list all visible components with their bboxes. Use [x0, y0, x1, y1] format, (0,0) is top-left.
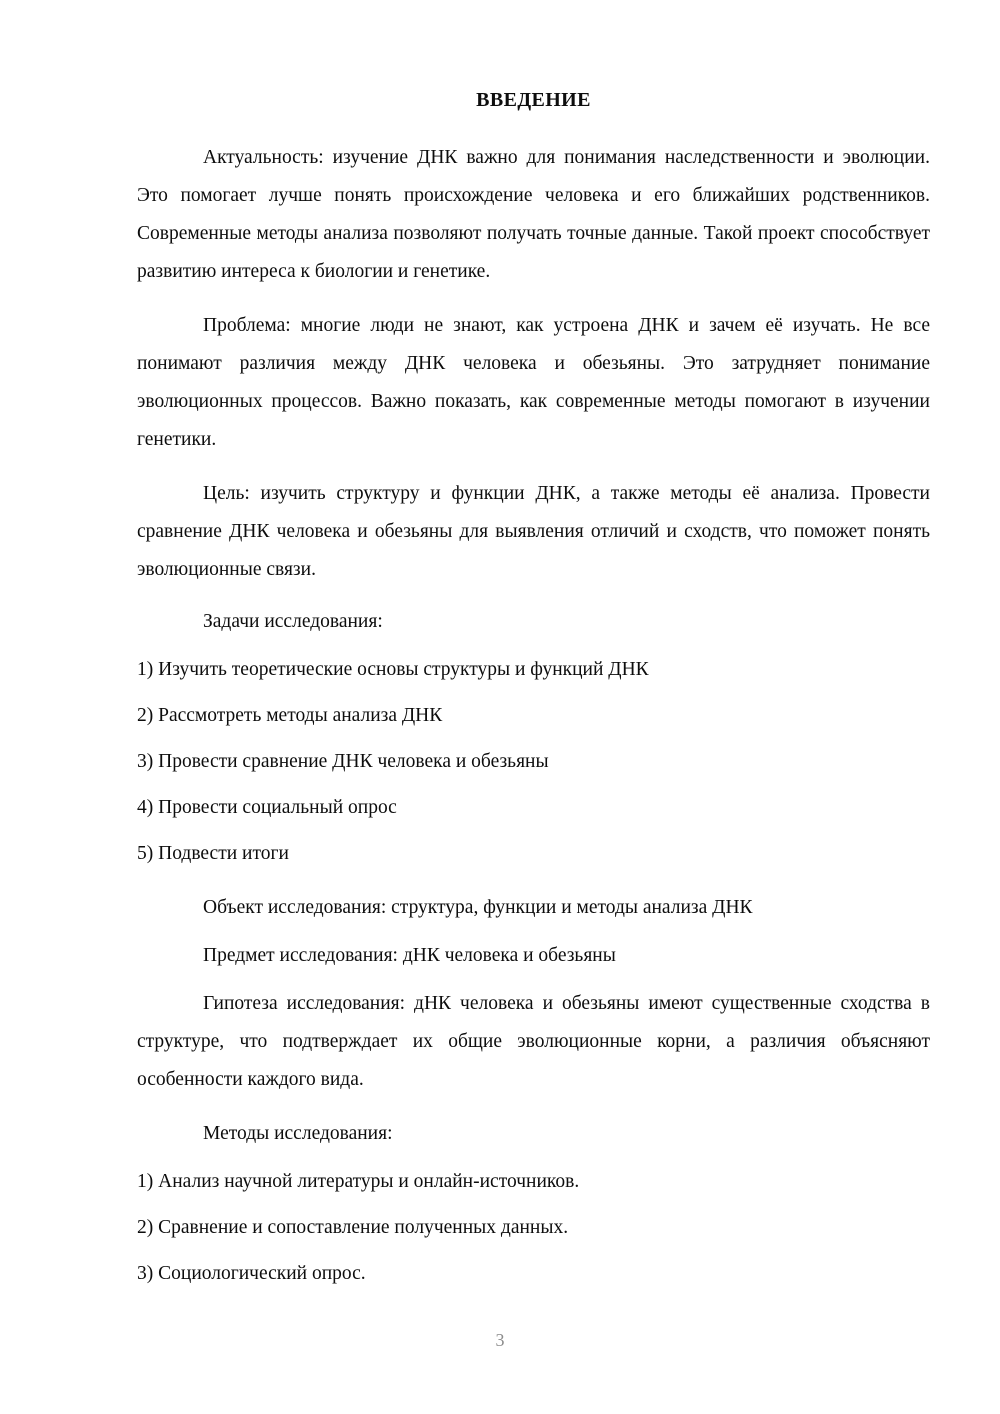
list-item-text: Изучить теоретические основы структуры и функций ДНК	[158, 659, 649, 680]
paragraph-hypothesis: Гипотеза исследования: дНК человека и обезьяны имеют существенные сходства в структуре, что подтверждает их общие эволюционные корни, а различия объясняют особенности каждого вида.	[137, 993, 930, 1090]
paragraph-problem: Проблема: многие люди не знают, как устроена ДНК и зачем её изучать. Не все понимают различия между ДНК человека и обезьяны. Это затрудняет понимание эволюционных процессов. Важно показать, как современные методы помогают в изучении генетики.	[137, 315, 930, 450]
list-item	[137, 1255, 930, 1293]
list-item	[137, 1163, 930, 1201]
list-marker: 3)	[137, 1263, 154, 1284]
list-item-text: Провести социальный опрос	[158, 797, 397, 818]
list-item	[137, 1209, 930, 1247]
list-item-text: Рассмотреть методы анализа ДНК	[158, 705, 443, 726]
list-item-text: Анализ научной литературы и онлайн-источников.	[158, 1171, 580, 1192]
list-item-text: Провести сравнение ДНК человека и обезьяны	[158, 751, 549, 772]
tasks-heading: Задачи исследования:	[203, 611, 383, 632]
tasks-list	[137, 651, 930, 873]
list-item	[137, 743, 930, 781]
list-marker: 5)	[137, 843, 154, 864]
list-marker: 2)	[137, 1217, 154, 1238]
list-item-text: Социологический опрос.	[158, 1263, 366, 1284]
page-number: 3	[495, 1330, 505, 1350]
list-marker: 3)	[137, 751, 154, 772]
list-marker: 1)	[137, 659, 154, 680]
research-subject-line: Предмет исследования: дНК человека и обезьяны	[203, 945, 616, 966]
paragraph-goal: Цель: изучить структуру и функции ДНК, а также методы её анализа. Провести сравнение ДНК человека и обезьяны для выявления отличий и сходств, что поможет понять эволюционные связи.	[137, 483, 930, 580]
list-item	[137, 789, 930, 827]
list-item	[137, 651, 930, 689]
list-item-text: Сравнение и сопоставление полученных данных.	[158, 1217, 569, 1238]
list-item-text: Подвести итоги	[158, 843, 289, 864]
document-content	[137, 88, 930, 1303]
list-marker: 4)	[137, 797, 154, 818]
research-object-line: Объект исследования: структура, функции и методы анализа ДНК	[203, 897, 753, 918]
page-title: ВВЕДЕНИЕ	[476, 89, 591, 111]
list-marker: 1)	[137, 1171, 154, 1192]
list-item	[137, 835, 930, 873]
methods-heading: Методы исследования:	[203, 1123, 393, 1144]
paragraph-relevance: Актуальность: изучение ДНК важно для понимания наследственности и эволюции. Это помогает лучше понять происхождение человека и его ближайших родственников. Современные методы анализа позволяют получать точные данные. Такой проект способствует развитию интереса к биологии и генетике.	[137, 147, 930, 282]
methods-list	[137, 1163, 930, 1293]
list-item	[137, 697, 930, 735]
list-marker: 2)	[137, 705, 154, 726]
